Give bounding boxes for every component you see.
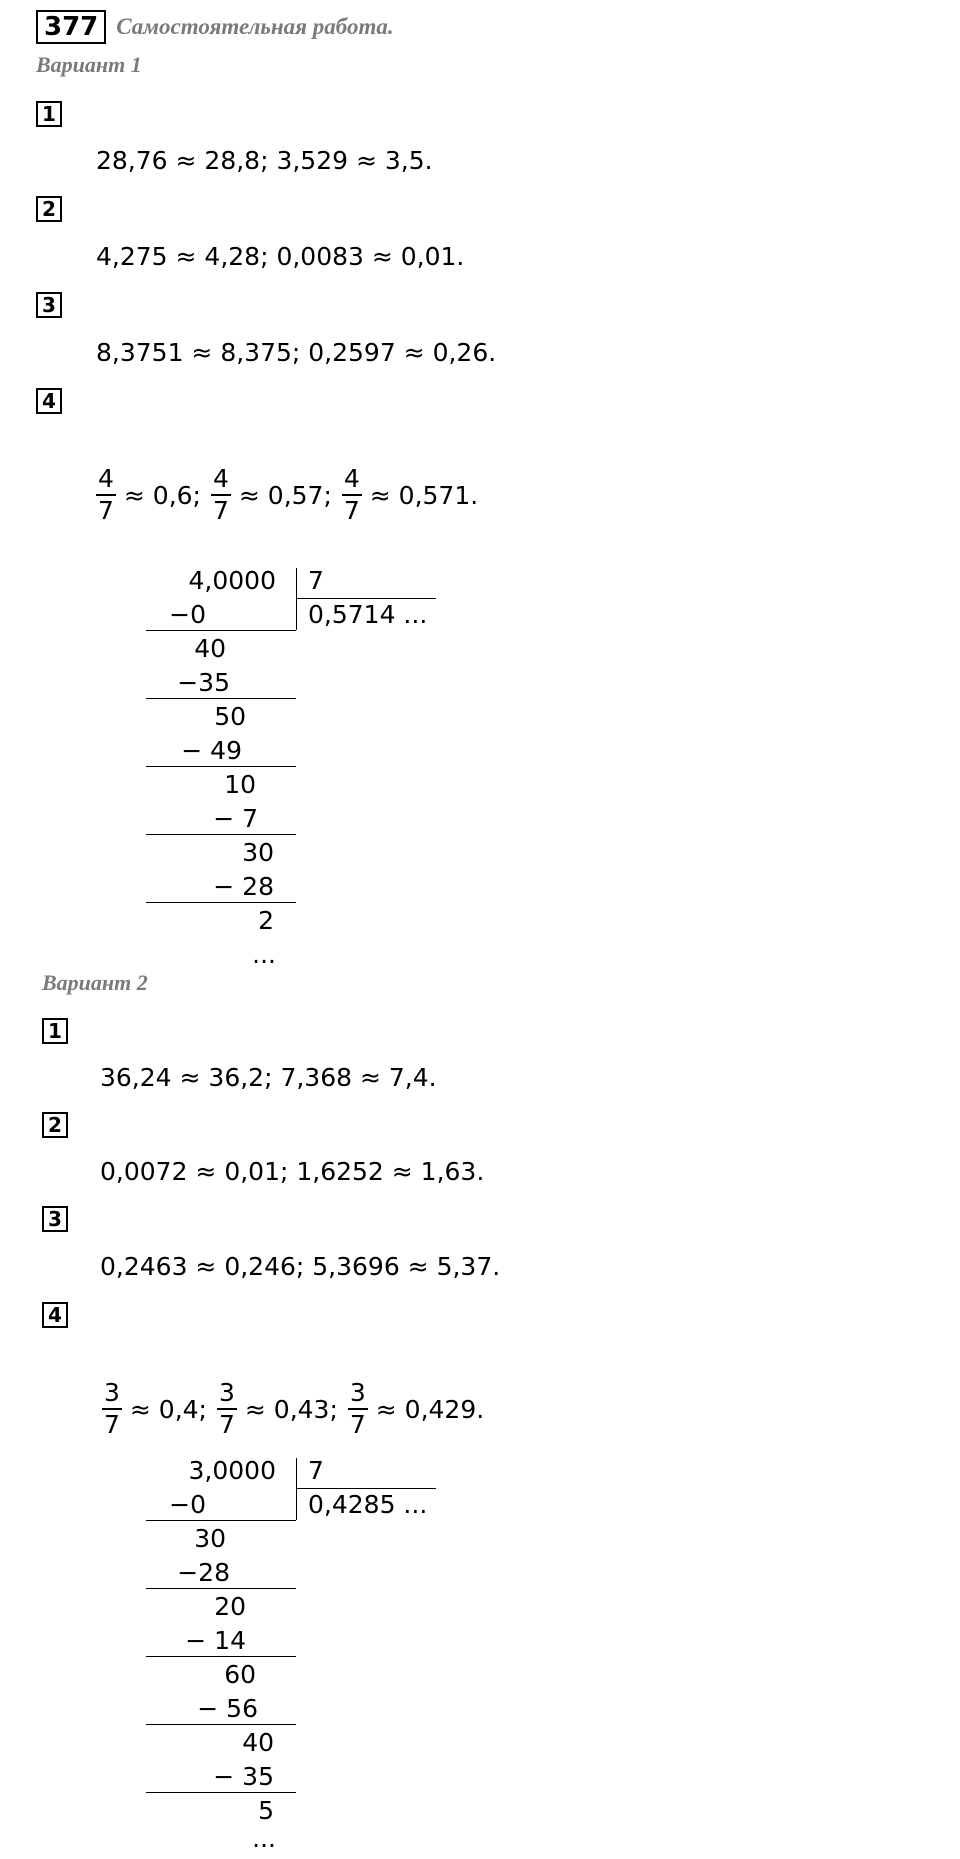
fraction: $\frac{4}{7}$: [212, 464, 229, 525]
division-step: − 7: [213, 804, 258, 833]
division-step: − 35: [213, 1762, 274, 1791]
v2-task4-fractions: [100, 1378, 492, 1440]
v1-task2-number: 2: [36, 196, 62, 222]
division-step: ...: [252, 940, 276, 969]
division-rule: [146, 1656, 296, 1657]
division-horizontal-line: [296, 1488, 436, 1489]
division-step: 40: [194, 634, 226, 663]
approx-result: ≈ 0,6;: [123, 480, 201, 510]
v2-task2-answer: 0,0072 ≈ 0,01; 1,6252 ≈ 1,63.: [100, 1157, 485, 1186]
division-step: 5: [258, 1796, 274, 1825]
division-step: −35: [177, 668, 230, 697]
division-step: − 28: [213, 872, 274, 901]
v1-task2-answer: 4,275 ≈ 4,28; 0,0083 ≈ 0,01.: [96, 242, 465, 271]
v1-task3-number: 3: [36, 292, 62, 318]
v1-task1-number: 1: [36, 101, 62, 127]
v2-task1-number: 1: [42, 1018, 68, 1044]
variant2-label: Вариант 2: [42, 970, 148, 995]
fraction: $\frac{4}{7}$: [343, 464, 360, 525]
approx-result: ≈ 0,571.: [369, 480, 479, 510]
division-step: 20: [214, 1592, 246, 1621]
division-rule: [146, 902, 296, 903]
v1-task4-fractions: [94, 464, 486, 526]
v2-long-division: [146, 1456, 446, 1856]
division-step: −0: [169, 1490, 206, 1519]
v2-task2-number: 2: [42, 1112, 68, 1138]
fraction: $\frac{3}{7}$: [104, 1378, 120, 1439]
v1-task1-answer: 28,76 ≈ 28,8; 3,529 ≈ 3,5.: [96, 146, 433, 175]
fraction: $\frac{3}{7}$: [218, 1378, 235, 1439]
division-rule: [146, 1588, 296, 1589]
division-vertical-line: [296, 568, 297, 630]
approx-result: ≈ 0,429.: [375, 1394, 485, 1424]
v2-task3-number: 3: [42, 1206, 68, 1232]
v1-task3-answer: 8,3751 ≈ 8,375; 0,2597 ≈ 0,26.: [96, 338, 497, 367]
division-step: − 14: [185, 1626, 246, 1655]
approx-result: ≈ 0,57;: [238, 480, 332, 510]
v1-task4-number: 4: [36, 388, 62, 414]
exercise-title: Самостоятельная работа.: [116, 14, 394, 39]
fraction: $\frac{3}{7}$: [349, 1378, 366, 1439]
division-step: 40: [242, 1728, 274, 1757]
v2-task1-answer: 36,24 ≈ 36,2; 7,368 ≈ 7,4.: [100, 1063, 437, 1092]
fraction: $\frac{4}{7}$: [98, 464, 114, 525]
division-step: 30: [242, 838, 274, 867]
division-step: 50: [214, 702, 246, 731]
division-step: 60: [224, 1660, 256, 1689]
division-rule: [146, 1520, 296, 1521]
dividend: 3,0000: [188, 1456, 276, 1485]
division-step: 30: [194, 1524, 226, 1553]
division-rule: [146, 1792, 296, 1793]
division-rule: [146, 630, 296, 631]
division-rule: [146, 1724, 296, 1725]
header: [36, 10, 394, 44]
v2-task3-answer: 0,2463 ≈ 0,246; 5,3696 ≈ 5,37.: [100, 1252, 501, 1281]
v2-task4-number: 4: [42, 1302, 68, 1328]
divisor: 7: [308, 1456, 324, 1485]
division-step: ...: [252, 1824, 276, 1853]
division-step: −0: [169, 600, 206, 629]
variant1-label: Вариант 1: [36, 52, 142, 77]
division-step: 10: [224, 770, 256, 799]
exercise-number: 377: [36, 10, 106, 44]
dividend: 4,0000: [188, 566, 276, 595]
v1-long-division: [146, 566, 446, 986]
division-rule: [146, 698, 296, 699]
approx-result: ≈ 0,4;: [129, 1394, 207, 1424]
divisor: 7: [308, 566, 324, 595]
division-step: − 56: [197, 1694, 258, 1723]
division-rule: [146, 766, 296, 767]
division-vertical-line: [296, 1458, 297, 1520]
division-rule: [146, 834, 296, 835]
quotient: 0,4285 ...: [308, 1490, 428, 1519]
division-step: 2: [258, 906, 274, 935]
division-step: −28: [177, 1558, 230, 1587]
quotient: 0,5714 ...: [308, 600, 428, 629]
approx-result: ≈ 0,43;: [244, 1394, 338, 1424]
division-horizontal-line: [296, 598, 436, 599]
division-step: − 49: [181, 736, 242, 765]
